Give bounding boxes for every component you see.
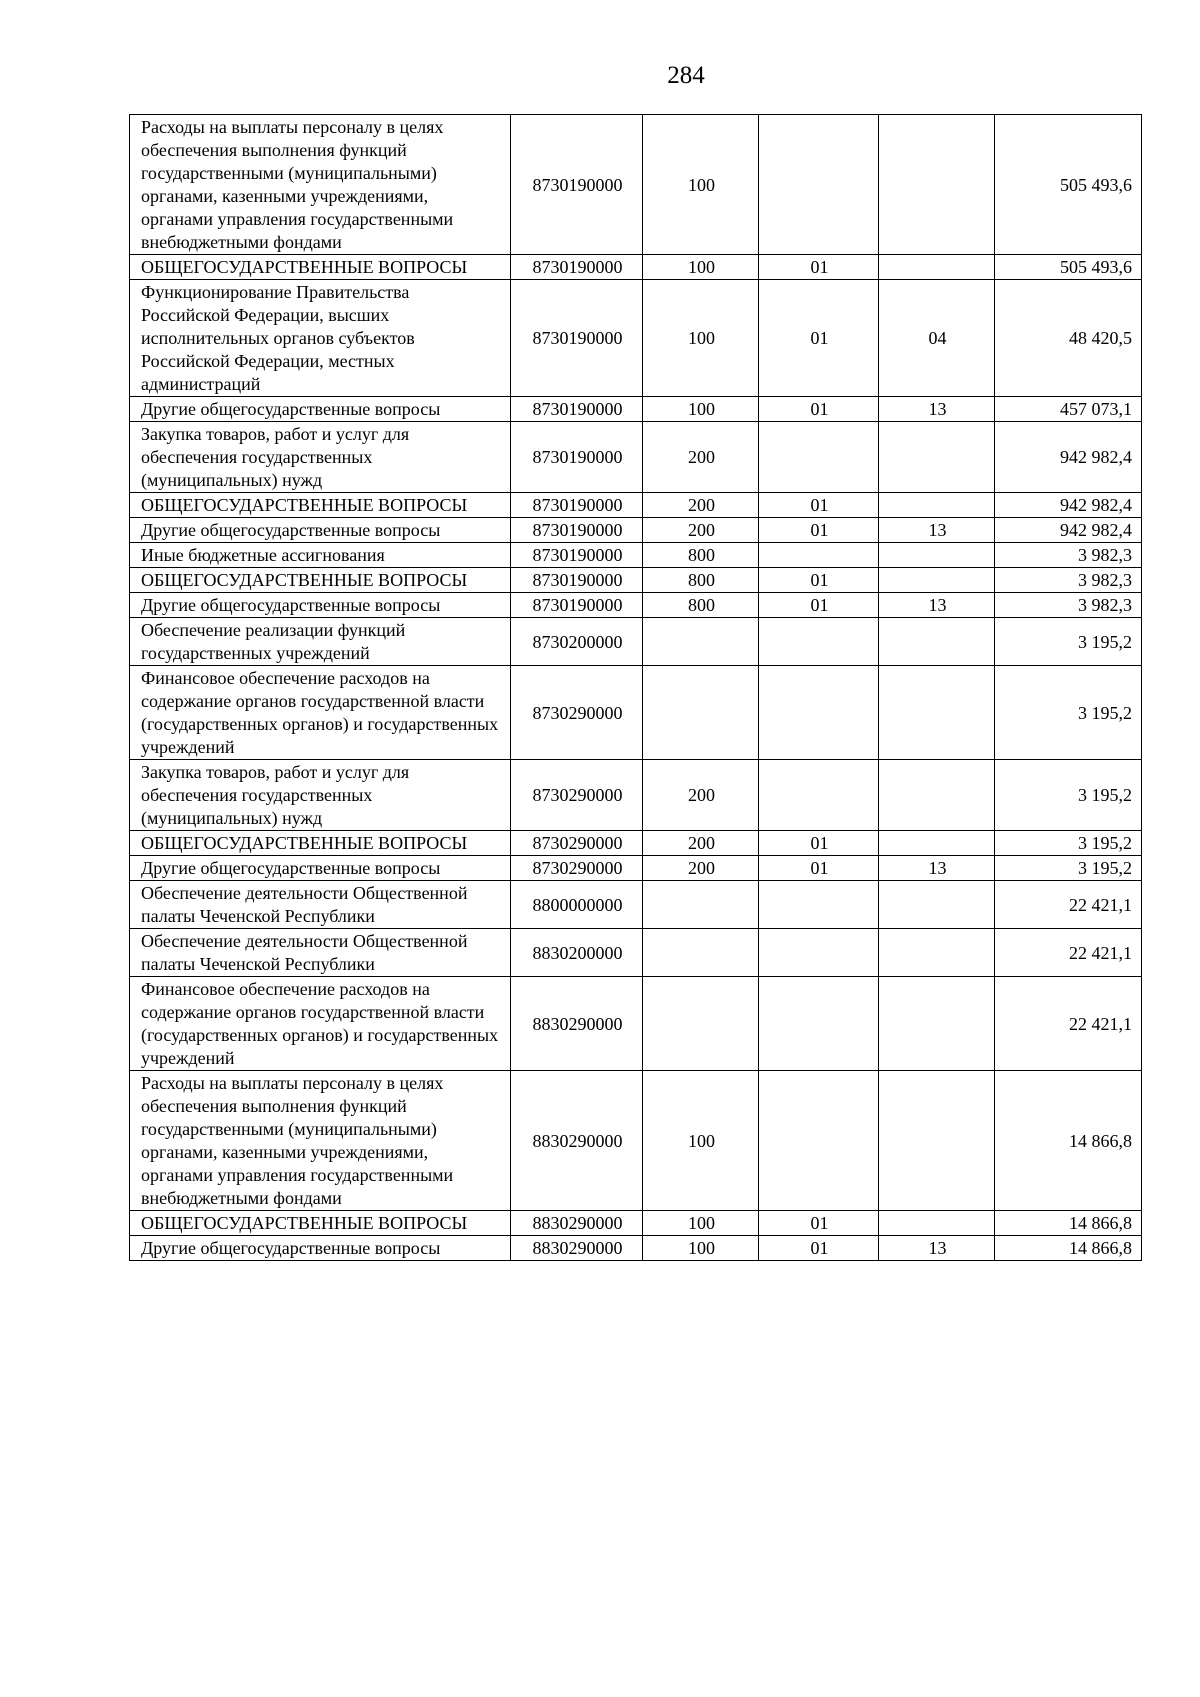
- amount-cell: 3 195,2: [995, 666, 1142, 760]
- subsection-cell: 13: [879, 518, 995, 543]
- expense-type-cell: 200: [643, 856, 759, 881]
- subsection-cell: [879, 422, 995, 493]
- amount-cell: 3 982,3: [995, 543, 1142, 568]
- amount-cell: 3 982,3: [995, 568, 1142, 593]
- target-article-cell: 8830290000: [511, 1211, 643, 1236]
- target-article-cell: 8830290000: [511, 1071, 643, 1211]
- expense-name-cell: Расходы на выплаты персоналу в целях обеспечения выполнения функций государственными (муниципальными) органами, казенными учреждениями, органами управления государственными внебюджетными фондами: [130, 115, 511, 255]
- expense-type-cell: 100: [643, 1236, 759, 1261]
- expense-type-cell: 200: [643, 831, 759, 856]
- expense-type-cell: 800: [643, 543, 759, 568]
- amount-cell: 14 866,8: [995, 1236, 1142, 1261]
- expense-type-cell: [643, 977, 759, 1071]
- table-row: [130, 115, 1142, 255]
- expense-name-cell: ОБЩЕГОСУДАРСТВЕННЫЕ ВОПРОСЫ: [130, 493, 511, 518]
- section-cell: [759, 1071, 879, 1211]
- target-article-cell: 8730290000: [511, 760, 643, 831]
- target-article-cell: 8730200000: [511, 618, 643, 666]
- subsection-cell: [879, 618, 995, 666]
- section-cell: 01: [759, 1211, 879, 1236]
- budget-table: [129, 114, 1142, 1261]
- section-cell: [759, 115, 879, 255]
- expense-type-cell: 100: [643, 397, 759, 422]
- table-row: [130, 1211, 1142, 1236]
- table-row: [130, 881, 1142, 929]
- section-cell: 01: [759, 255, 879, 280]
- table-row: [130, 593, 1142, 618]
- expense-name-cell: Финансовое обеспечение расходов на содержание органов государственной власти (государственных органов) и государственных учреждений: [130, 977, 511, 1071]
- expense-name-cell: Финансовое обеспечение расходов на содержание органов государственной власти (государственных органов) и государственных учреждений: [130, 666, 511, 760]
- target-article-cell: 8730290000: [511, 666, 643, 760]
- section-cell: [759, 760, 879, 831]
- target-article-cell: 8730290000: [511, 831, 643, 856]
- amount-cell: 457 073,1: [995, 397, 1142, 422]
- expense-type-cell: 800: [643, 593, 759, 618]
- expense-type-cell: [643, 618, 759, 666]
- amount-cell: 3 195,2: [995, 856, 1142, 881]
- expense-name-cell: Другие общегосударственные вопросы: [130, 518, 511, 543]
- table-row: [130, 422, 1142, 493]
- table-row: [130, 518, 1142, 543]
- expense-name-cell: Закупка товаров, работ и услуг для обеспечения государственных (муниципальных) нужд: [130, 760, 511, 831]
- table-row: [130, 280, 1142, 397]
- subsection-cell: 13: [879, 593, 995, 618]
- target-article-cell: 8730190000: [511, 518, 643, 543]
- table-row: [130, 618, 1142, 666]
- target-article-cell: 8730190000: [511, 115, 643, 255]
- table-row: [130, 568, 1142, 593]
- subsection-cell: [879, 493, 995, 518]
- target-article-cell: 8800000000: [511, 881, 643, 929]
- page-number: 284: [667, 62, 705, 89]
- budget-table-body: [130, 115, 1142, 1261]
- target-article-cell: 8730290000: [511, 856, 643, 881]
- section-cell: 01: [759, 831, 879, 856]
- subsection-cell: [879, 977, 995, 1071]
- expense-name-cell: Другие общегосударственные вопросы: [130, 397, 511, 422]
- table-row: [130, 929, 1142, 977]
- expense-type-cell: 200: [643, 760, 759, 831]
- subsection-cell: [879, 831, 995, 856]
- expense-name-cell: Другие общегосударственные вопросы: [130, 856, 511, 881]
- section-cell: [759, 422, 879, 493]
- subsection-cell: [879, 881, 995, 929]
- expense-type-cell: 200: [643, 493, 759, 518]
- subsection-cell: [879, 760, 995, 831]
- amount-cell: 14 866,8: [995, 1211, 1142, 1236]
- expense-type-cell: 100: [643, 115, 759, 255]
- target-article-cell: 8730190000: [511, 493, 643, 518]
- section-cell: 01: [759, 280, 879, 397]
- target-article-cell: 8730190000: [511, 593, 643, 618]
- subsection-cell: 04: [879, 280, 995, 397]
- expense-name-cell: Другие общегосударственные вопросы: [130, 1236, 511, 1261]
- expense-type-cell: 800: [643, 568, 759, 593]
- amount-cell: 3 982,3: [995, 593, 1142, 618]
- table-row: [130, 397, 1142, 422]
- subsection-cell: [879, 929, 995, 977]
- expense-type-cell: [643, 881, 759, 929]
- expense-name-cell: Другие общегосударственные вопросы: [130, 593, 511, 618]
- expense-name-cell: Обеспечение деятельности Общественной палаты Чеченской Республики: [130, 929, 511, 977]
- amount-cell: 48 420,5: [995, 280, 1142, 397]
- expense-name-cell: Расходы на выплаты персоналу в целях обеспечения выполнения функций государственными (муниципальными) органами, казенными учреждениями, органами управления государственными внебюджетными фондами: [130, 1071, 511, 1211]
- expense-name-cell: ОБЩЕГОСУДАРСТВЕННЫЕ ВОПРОСЫ: [130, 831, 511, 856]
- expense-name-cell: Функционирование Правительства Российской Федерации, высших исполнительных органов субъектов Российской Федерации, местных администраций: [130, 280, 511, 397]
- expense-type-cell: 200: [643, 422, 759, 493]
- table-row: [130, 666, 1142, 760]
- amount-cell: 22 421,1: [995, 977, 1142, 1071]
- amount-cell: 942 982,4: [995, 493, 1142, 518]
- target-article-cell: 8830290000: [511, 977, 643, 1071]
- expense-type-cell: [643, 666, 759, 760]
- expense-type-cell: 200: [643, 518, 759, 543]
- expense-name-cell: Закупка товаров, работ и услуг для обеспечения государственных (муниципальных) нужд: [130, 422, 511, 493]
- expense-type-cell: 100: [643, 1211, 759, 1236]
- amount-cell: 942 982,4: [995, 422, 1142, 493]
- amount-cell: 3 195,2: [995, 831, 1142, 856]
- section-cell: [759, 977, 879, 1071]
- section-cell: 01: [759, 856, 879, 881]
- table-row: [130, 1071, 1142, 1211]
- amount-cell: 3 195,2: [995, 760, 1142, 831]
- section-cell: [759, 618, 879, 666]
- amount-cell: 22 421,1: [995, 929, 1142, 977]
- table-row: [130, 543, 1142, 568]
- table-row: [130, 255, 1142, 280]
- section-cell: 01: [759, 1236, 879, 1261]
- target-article-cell: 8730190000: [511, 255, 643, 280]
- amount-cell: 942 982,4: [995, 518, 1142, 543]
- table-row: [130, 1236, 1142, 1261]
- section-cell: [759, 929, 879, 977]
- section-cell: 01: [759, 568, 879, 593]
- expense-name-cell: Обеспечение реализации функций государственных учреждений: [130, 618, 511, 666]
- target-article-cell: 8730190000: [511, 568, 643, 593]
- table-row: [130, 856, 1142, 881]
- expense-type-cell: 100: [643, 1071, 759, 1211]
- expense-name-cell: Иные бюджетные ассигнования: [130, 543, 511, 568]
- subsection-cell: [879, 115, 995, 255]
- expense-name-cell: Обеспечение деятельности Общественной палаты Чеченской Республики: [130, 881, 511, 929]
- target-article-cell: 8730190000: [511, 422, 643, 493]
- expense-type-cell: 100: [643, 280, 759, 397]
- section-cell: [759, 881, 879, 929]
- section-cell: 01: [759, 493, 879, 518]
- section-cell: 01: [759, 518, 879, 543]
- expense-name-cell: ОБЩЕГОСУДАРСТВЕННЫЕ ВОПРОСЫ: [130, 1211, 511, 1236]
- target-article-cell: 8730190000: [511, 397, 643, 422]
- amount-cell: 22 421,1: [995, 881, 1142, 929]
- subsection-cell: [879, 255, 995, 280]
- amount-cell: 505 493,6: [995, 115, 1142, 255]
- section-cell: 01: [759, 593, 879, 618]
- expense-type-cell: 100: [643, 255, 759, 280]
- expense-name-cell: ОБЩЕГОСУДАРСТВЕННЫЕ ВОПРОСЫ: [130, 568, 511, 593]
- section-cell: [759, 666, 879, 760]
- table-row: [130, 977, 1142, 1071]
- target-article-cell: 8730190000: [511, 543, 643, 568]
- table-row: [130, 493, 1142, 518]
- expense-name-cell: ОБЩЕГОСУДАРСТВЕННЫЕ ВОПРОСЫ: [130, 255, 511, 280]
- amount-cell: 505 493,6: [995, 255, 1142, 280]
- table-row: [130, 760, 1142, 831]
- target-article-cell: 8830290000: [511, 1236, 643, 1261]
- subsection-cell: 13: [879, 856, 995, 881]
- subsection-cell: 13: [879, 397, 995, 422]
- section-cell: [759, 543, 879, 568]
- target-article-cell: 8730190000: [511, 280, 643, 397]
- subsection-cell: [879, 568, 995, 593]
- subsection-cell: [879, 543, 995, 568]
- subsection-cell: 13: [879, 1236, 995, 1261]
- table-row: [130, 831, 1142, 856]
- section-cell: 01: [759, 397, 879, 422]
- amount-cell: 14 866,8: [995, 1071, 1142, 1211]
- amount-cell: 3 195,2: [995, 618, 1142, 666]
- subsection-cell: [879, 1071, 995, 1211]
- expense-type-cell: [643, 929, 759, 977]
- target-article-cell: 8830200000: [511, 929, 643, 977]
- subsection-cell: [879, 1211, 995, 1236]
- subsection-cell: [879, 666, 995, 760]
